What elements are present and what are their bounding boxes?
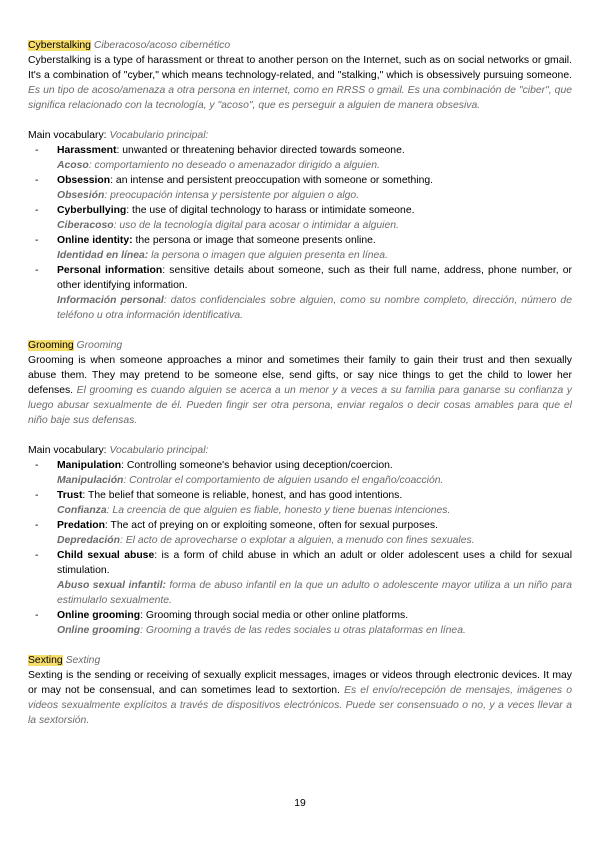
definition-en: Cyberstalking is a type of harassment or threat to another person on the Internet, such as on social networks or gmail. It's a combination of "cyber," which means technology-related, and "stalking," which is obsessively pursuing someone. bbox=[28, 55, 572, 81]
vocab-list bbox=[28, 458, 572, 638]
section-title bbox=[28, 38, 572, 53]
section-title-en: Cyberstalking bbox=[28, 40, 91, 51]
definition-es: Es el envío/recepción de mensajes, imágenes o videos sexualmente explícitos a través de dispositivos electrónicos. Puede ser consensuado o no, y a veces llevar a la sextorsión. bbox=[28, 685, 573, 726]
section-title bbox=[28, 338, 572, 353]
vocab-item: - Predation: The act of preying on or exploiting someone, often for sexual purposes. Depredación: El acto de aprovecharse o explotar a alguien, a menudo con fines sexuales. bbox=[35, 520, 475, 546]
vocab-item: - Harassment: unwanted or threatening behavior directed towards someone. Acoso: comportamiento no deseado o amenazador dirigido a alguien. bbox=[35, 145, 405, 171]
document-page bbox=[28, 38, 572, 728]
vocab-item: - Online grooming: Grooming through social media or other online platforms. Online grooming: Grooming a través de las redes sociales u otras plataformas en línea. bbox=[35, 610, 466, 636]
vocab-heading: Main vocabulary: Vocabulario principal: bbox=[28, 445, 209, 456]
vocab-item: - Manipulation: Controlling someone's behavior using deception/coercion. Manipulación: Controlar el comportamiento de alguien usando el engaño/coacción. bbox=[35, 460, 444, 486]
section-cyberstalking bbox=[28, 38, 572, 323]
vocab-item: - Cyberbullying: the use of digital technology to harass or intimidate someone. Ciberacoso: uso de la tecnología digital para acosar o intimidar a alguien. bbox=[35, 205, 415, 231]
section-title-es: Grooming bbox=[76, 340, 123, 351]
section-title-es: Ciberacoso/acoso cibernético bbox=[93, 40, 231, 51]
section-title-es: Sexting bbox=[65, 655, 101, 666]
vocab-heading: Main vocabulary: Vocabulario principal: bbox=[28, 130, 209, 141]
vocab-item: - Obsession: an intense and persistent preoccupation with someone or something. Obsesión: preocupación intensa y persistente por alguien o algo. bbox=[35, 175, 434, 201]
vocab-item: - Personal information: sensitive details about someone, such as their full name, address, phone number, or other identifying information. Información personal: datos confidenciales sobre alguien, como su nombre completo, dirección, número de teléfono u otra información identificativa. bbox=[35, 265, 573, 321]
section-sexting bbox=[28, 653, 572, 728]
definition-en: Grooming is when someone approaches a minor and sometimes their family to gain their trust and then sexually abuse them. They may pretend to be someone else, send gifts, or say nice things to get the child to lower her defenses. bbox=[28, 355, 572, 396]
definition bbox=[28, 353, 572, 428]
vocab-item: - Child sexual abuse: is a form of child abuse in which an adult or older adolescent uses a child for sexual stimulation. Abuso sexual infantil: forma de abuso infantil en la que un adulto o adolescente mayor utiliza a un niño para estimularlo sexualmente. bbox=[35, 550, 572, 606]
section-title-en: Sexting bbox=[28, 655, 63, 666]
vocab-item: - Trust: The belief that someone is reliable, honest, and has good intentions. Confianza: La creencia de que alguien es fiable, honesto y tiene buenas intenciones. bbox=[35, 490, 451, 516]
definition bbox=[28, 53, 572, 113]
definition bbox=[28, 668, 572, 728]
definition-es: Es un tipo de acoso/amenaza a otra persona en internet, como en RRSS o gmail. Es una combinación de "ciber", que significa relacionado con la tecnología, y "acoso", que es perseguir a alguien de manera obsesiva. bbox=[28, 85, 572, 111]
section-title-en: Grooming bbox=[28, 340, 74, 351]
definition-en: Sexting is the sending or receiving of sexually explicit messages, images or videos through electronic devices. It may or may not be consensual, and can sometimes lead to sextortion. bbox=[28, 670, 572, 696]
definition-es: El grooming es cuando alguien se acerca a un menor y a veces a su familia para ganarse su confianza y luego abusar sexualmente de él. Pueden fingir ser otra persona, enviar regalos o decir cosas amables para que el niño baje sus defensas. bbox=[28, 385, 572, 426]
section-title bbox=[28, 653, 572, 668]
vocab-list bbox=[28, 143, 572, 323]
page-number: 19 bbox=[294, 798, 306, 809]
section-grooming bbox=[28, 338, 572, 638]
vocab-item: - Online identity: the persona or image that someone presents online. Identidad en línea: la persona o imagen que alguien presenta en línea. bbox=[35, 235, 388, 261]
